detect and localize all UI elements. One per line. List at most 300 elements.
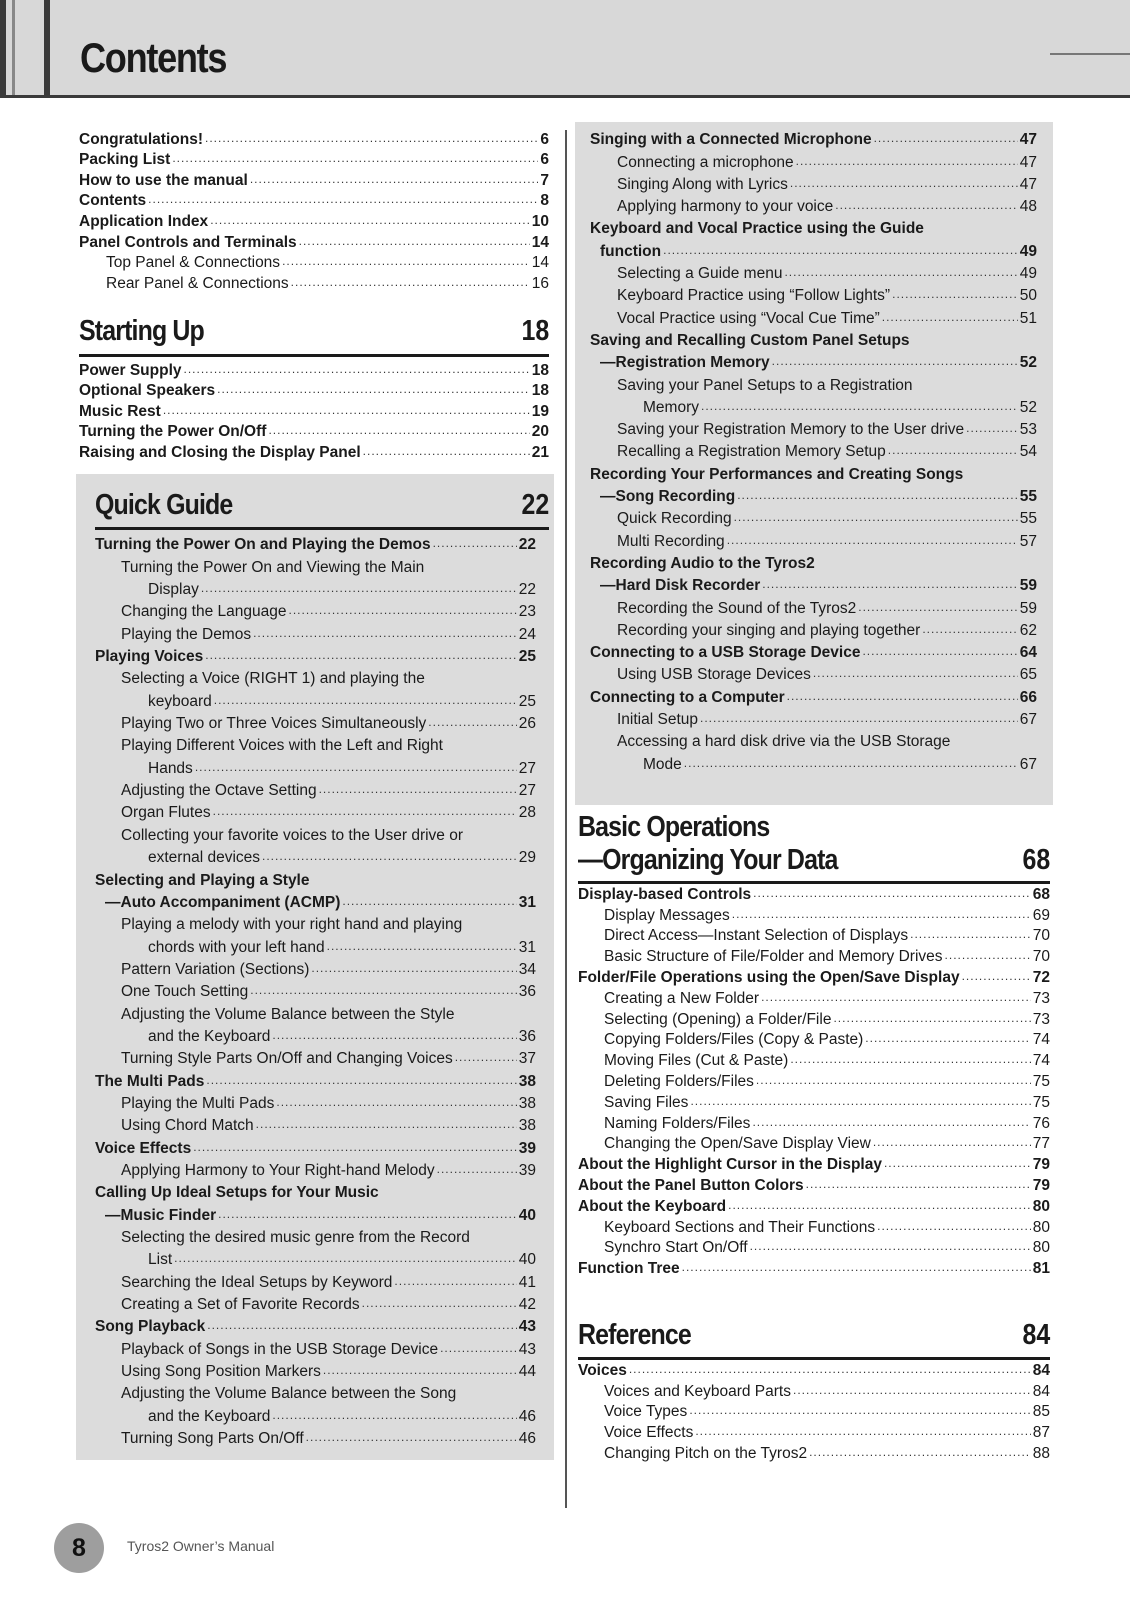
section-page: 22 xyxy=(521,489,549,521)
toc-entry-title: About the Panel Button Colors xyxy=(578,1176,804,1194)
dot-leader xyxy=(213,804,517,818)
toc-entry-title: Adjusting the Volume Balance between the Style xyxy=(121,1005,455,1023)
dot-leader xyxy=(218,1207,517,1221)
toc-entry xyxy=(578,1029,1050,1050)
toc-entry-title: —Registration Memory xyxy=(600,354,770,372)
toc-entry-title: Raising and Closing the Display Panel xyxy=(79,443,361,461)
toc-entry-page: 16 xyxy=(531,274,549,292)
toc-entry-title: Copying Folders/Files (Copy & Paste) xyxy=(604,1031,864,1049)
toc-entry-title: Pattern Variation (Sections) xyxy=(121,960,310,978)
column-divider xyxy=(565,130,567,1508)
dot-leader xyxy=(873,1135,1031,1149)
toc-entry-title: Creating a New Folder xyxy=(604,989,760,1007)
dot-leader xyxy=(761,990,1031,1004)
dot-leader xyxy=(327,939,517,953)
dot-leader xyxy=(734,510,1018,524)
toc-entry-title: —Auto Accompaniment (ACMP) xyxy=(105,893,341,911)
toc-entry xyxy=(95,1403,536,1425)
toc-entry-title: Applying Harmony to Your Right-hand Melody xyxy=(121,1161,435,1179)
dot-leader xyxy=(440,1341,517,1355)
toc-entry xyxy=(79,210,549,231)
toc-entry-title: Selecting (Opening) a Folder/File xyxy=(604,1010,832,1028)
toc-entry-title: How to use the manual xyxy=(79,171,248,189)
toc-entry-page: 38 xyxy=(518,1072,536,1090)
toc-entry-page: 64 xyxy=(1019,644,1037,662)
dot-leader xyxy=(148,192,538,206)
toc-entry-title: Accessing a hard disk drive via the USB Storage xyxy=(617,733,951,751)
toc-entry xyxy=(578,925,1050,946)
basic-operations-toc xyxy=(578,883,1050,1278)
dot-leader xyxy=(250,172,539,186)
toc-entry-title: Creating a Set of Favorite Records xyxy=(121,1296,360,1314)
toc-entry xyxy=(590,573,1037,595)
toc-entry-page: 37 xyxy=(518,1050,536,1068)
footer-text: Tyros2 Owner’s Manual xyxy=(127,1538,275,1554)
toc-entry-page: 74 xyxy=(1032,1031,1050,1049)
dot-leader xyxy=(682,1260,1031,1274)
toc-entry xyxy=(95,532,536,554)
dot-leader xyxy=(728,1198,1031,1212)
toc-entry-page: 44 xyxy=(518,1363,536,1381)
toc-entry xyxy=(578,966,1050,987)
toc-entry xyxy=(590,283,1037,305)
dot-leader xyxy=(455,1050,517,1064)
dot-leader xyxy=(962,969,1031,983)
toc-entry xyxy=(590,305,1037,327)
dot-leader xyxy=(809,1445,1031,1459)
toc-entry-page: 47 xyxy=(1019,131,1037,149)
toc-entry xyxy=(95,957,536,979)
toc-entry-title: Singing with a Connected Microphone xyxy=(590,131,872,149)
toc-entry-page: 28 xyxy=(518,804,536,822)
toc-entry xyxy=(79,441,549,462)
toc-entry-title: Initial Setup xyxy=(617,711,698,729)
dot-leader xyxy=(437,1162,517,1176)
dot-leader xyxy=(787,689,1018,703)
toc-entry xyxy=(95,1158,536,1180)
toc-entry-title: Memory xyxy=(643,398,699,416)
toc-entry xyxy=(79,169,549,190)
toc-entry xyxy=(578,1091,1050,1112)
toc-entry-title: Selecting a Guide menu xyxy=(617,265,783,283)
section-title: —Organizing Your Data xyxy=(578,844,838,876)
toc-entry-title: The Multi Pads xyxy=(95,1072,205,1090)
toc-entry-page: 79 xyxy=(1032,1176,1050,1194)
toc-entry xyxy=(578,1174,1050,1195)
toc-entry-page: 27 xyxy=(518,759,536,777)
toc-entry-title: Moving Files (Cut & Paste) xyxy=(604,1052,789,1070)
toc-entry-title: Organ Flutes xyxy=(121,804,211,822)
toc-entry xyxy=(95,1202,536,1224)
toc-entry xyxy=(590,662,1037,684)
toc-entry-page: 36 xyxy=(518,1027,536,1045)
toc-entry-title: Turning the Power On/Off xyxy=(79,423,267,441)
toc-entry-page: 24 xyxy=(518,625,536,643)
toc-entry xyxy=(95,1426,536,1448)
toc-entry-title: Multi Recording xyxy=(617,532,725,550)
toc-entry-page: 55 xyxy=(1019,488,1037,506)
toc-entry-title: Playing Two or Three Voices Simultaneously xyxy=(121,715,427,733)
toc-entry-page: 38 xyxy=(518,1094,536,1112)
toc-entry xyxy=(578,1133,1050,1154)
toc-entry-page: 65 xyxy=(1019,666,1037,684)
dot-leader xyxy=(732,907,1031,921)
toc-entry xyxy=(95,822,536,844)
toc-entry xyxy=(79,190,549,211)
toc-entry-title: Voices xyxy=(578,1361,627,1379)
dot-leader xyxy=(737,488,1018,502)
toc-entry-page: 75 xyxy=(1032,1072,1050,1090)
toc-entry-title: Changing the Open/Save Display View xyxy=(604,1135,871,1153)
toc-entry-page: 47 xyxy=(1019,153,1037,171)
toc-entry-title: About the Highlight Cursor in the Display xyxy=(578,1156,882,1174)
toc-entry-title: About the Keyboard xyxy=(578,1197,727,1215)
toc-entry-page: 59 xyxy=(1019,577,1037,595)
dot-leader xyxy=(272,1028,516,1042)
dot-leader xyxy=(910,927,1031,941)
toc-entry-page: 22 xyxy=(518,581,536,599)
dot-leader xyxy=(756,1073,1031,1087)
toc-entry xyxy=(95,621,536,643)
toc-entry-title: Keyboard Practice using “Follow Lights” xyxy=(617,287,891,305)
toc-entry xyxy=(95,554,536,576)
toc-entry-title: Saving Files xyxy=(604,1093,689,1111)
toc-entry-page: 81 xyxy=(1032,1260,1050,1278)
toc-entry xyxy=(79,252,549,273)
toc-entry-page: 31 xyxy=(518,938,536,956)
toc-entry xyxy=(95,688,536,710)
toc-entry xyxy=(95,599,536,621)
dot-leader xyxy=(195,760,517,774)
toc-entry-title: Playing Voices xyxy=(95,648,204,666)
toc-entry xyxy=(590,461,1037,483)
dot-leader xyxy=(319,782,517,796)
dot-leader xyxy=(790,176,1018,190)
toc-entry-title: Connecting a microphone xyxy=(617,153,794,171)
toc-entry-page: 77 xyxy=(1032,1135,1050,1153)
section-title: Reference xyxy=(578,1319,691,1351)
toc-entry xyxy=(590,149,1037,171)
dot-leader xyxy=(428,715,516,729)
toc-entry-page: 79 xyxy=(1032,1156,1050,1174)
toc-entry-page: 75 xyxy=(1032,1093,1050,1111)
section-page: 68 xyxy=(1022,844,1050,876)
toc-entry xyxy=(590,640,1037,662)
toc-entry xyxy=(79,359,549,380)
dot-leader xyxy=(922,622,1017,636)
dot-leader xyxy=(276,1095,516,1109)
toc-entry xyxy=(79,400,549,421)
toc-entry-page: 72 xyxy=(1032,968,1050,986)
dot-leader xyxy=(752,1115,1030,1129)
dot-leader xyxy=(210,213,530,227)
dot-leader xyxy=(205,131,538,145)
dot-leader xyxy=(253,626,517,640)
toc-entry-title: Using Song Position Markers xyxy=(121,1363,321,1381)
toc-entry xyxy=(95,1314,536,1336)
toc-entry-page: 27 xyxy=(518,782,536,800)
toc-entry-title: Hands xyxy=(148,759,193,777)
toc-entry-page: 25 xyxy=(518,692,536,710)
section-page: 18 xyxy=(521,315,549,347)
dot-leader xyxy=(291,275,530,289)
toc-entry-page: 43 xyxy=(518,1340,536,1358)
toc-entry-title: Voice Types xyxy=(604,1403,688,1421)
dot-leader xyxy=(206,1073,516,1087)
toc-entry-title: Top Panel & Connections xyxy=(106,254,281,272)
toc-entry-title: Playing the Multi Pads xyxy=(121,1094,275,1112)
dot-leader xyxy=(690,1094,1030,1108)
toc-entry xyxy=(590,417,1037,439)
toc-entry-title: Basic Structure of File/Folder and Memory Drives xyxy=(604,948,943,966)
dot-leader xyxy=(184,362,530,376)
header-bar xyxy=(44,0,50,97)
dot-leader xyxy=(695,1424,1030,1438)
toc-entry-page: 88 xyxy=(1032,1444,1050,1462)
toc-entry-page: 70 xyxy=(1032,927,1050,945)
toc-entry xyxy=(95,934,536,956)
toc-entry-title: Vocal Practice using “Vocal Cue Time” xyxy=(617,309,880,327)
toc-entry-title: Recording the Sound of the Tyros2 xyxy=(617,599,857,617)
section-heading-starting-up xyxy=(79,314,549,348)
dot-leader xyxy=(256,1117,517,1131)
dot-leader xyxy=(433,536,517,550)
dot-leader xyxy=(311,961,516,975)
toc-entry-title: Selecting the desired music genre from the Record xyxy=(121,1229,470,1246)
toc-entry-page: 46 xyxy=(518,1407,536,1425)
toc-entry-title: Quick Recording xyxy=(617,510,732,528)
toc-entry xyxy=(590,707,1037,729)
toc-entry xyxy=(590,506,1037,528)
dot-leader xyxy=(663,243,1018,257)
toc-entry-page: 55 xyxy=(1019,510,1037,528)
dot-leader xyxy=(217,382,530,396)
dot-leader xyxy=(629,1362,1031,1376)
toc-entry-title: Display Messages xyxy=(604,906,730,924)
toc-entry-page: 54 xyxy=(1019,443,1037,461)
dot-leader xyxy=(214,693,517,707)
toc-entry-title: and the Keyboard xyxy=(148,1027,271,1045)
toc-entry-page: 67 xyxy=(1019,711,1037,729)
toc-entry-title: Packing List xyxy=(79,151,171,169)
toc-entry-title: Music Rest xyxy=(79,402,161,420)
header-baseline xyxy=(0,95,1130,98)
toc-entry-page: 87 xyxy=(1032,1424,1050,1442)
toc-entry-page: 66 xyxy=(1019,688,1037,706)
reference-toc xyxy=(578,1359,1050,1463)
toc-entry xyxy=(590,551,1037,573)
toc-entry-title: Singing Along with Lyrics xyxy=(617,175,788,193)
toc-entry xyxy=(95,1381,536,1403)
toc-entry-title: Playing a melody with your right hand and playing xyxy=(121,916,463,934)
toc-entry xyxy=(95,1135,536,1157)
dot-leader xyxy=(174,1251,517,1265)
toc-entry-title: Keyboard and Vocal Practice using the Guide xyxy=(590,220,924,238)
dot-leader xyxy=(862,644,1017,658)
toc-entry-page: 52 xyxy=(1019,398,1037,416)
toc-entry-title: Selecting a Voice (RIGHT 1) and playing the xyxy=(121,670,425,688)
toc-entry xyxy=(578,1049,1050,1070)
dot-leader xyxy=(272,1408,516,1422)
dot-leader xyxy=(874,131,1018,145)
toc-entry-title: Turning Song Parts On/Off xyxy=(121,1430,304,1448)
dot-leader xyxy=(750,1239,1031,1253)
toc-entry-page: 76 xyxy=(1032,1114,1050,1132)
toc-entry-title: Display xyxy=(148,581,199,599)
toc-entry-title: Turning the Power On and Playing the Demos xyxy=(95,536,431,554)
toc-entry xyxy=(590,729,1037,751)
toc-entry xyxy=(95,577,536,599)
toc-entry xyxy=(590,595,1037,617)
dot-leader xyxy=(250,983,517,997)
toc-entry xyxy=(95,1225,536,1247)
dot-leader xyxy=(394,1274,516,1288)
toc-entry-page: 53 xyxy=(1019,421,1037,439)
toc-entry xyxy=(79,421,549,442)
section-heading-basic-operations xyxy=(578,843,1050,877)
toc-entry xyxy=(95,733,536,755)
toc-entry-title: One Touch Setting xyxy=(121,983,249,1001)
toc-entry-page: 49 xyxy=(1019,242,1037,260)
toc-entry-page: 52 xyxy=(1019,354,1037,372)
toc-entry xyxy=(95,755,536,777)
section-title: Quick Guide xyxy=(95,489,233,521)
toc-entry-page: 47 xyxy=(1019,175,1037,193)
toc-entry-title: Synchro Start On/Off xyxy=(604,1239,748,1257)
toc-entry-page: 39 xyxy=(518,1161,536,1179)
section-rule xyxy=(95,527,549,530)
dot-leader xyxy=(772,354,1018,368)
dot-leader xyxy=(858,600,1017,614)
toc-entry-title: Folder/File Operations using the Open/Save Display xyxy=(578,968,960,986)
toc-entry xyxy=(590,216,1037,238)
toc-entry xyxy=(95,1068,536,1090)
toc-entry-title: chords with your left hand xyxy=(148,938,325,956)
toc-entry xyxy=(578,1216,1050,1237)
toc-entry-title: Recalling a Registration Memory Setup xyxy=(617,443,886,461)
toc-entry xyxy=(578,987,1050,1008)
toc-entry-page: 70 xyxy=(1032,948,1050,966)
dot-leader xyxy=(884,1156,1031,1170)
toc-entry-title: Direct Access—Instant Selection of Displays xyxy=(604,927,909,945)
toc-entry-title: Application Index xyxy=(79,212,209,230)
toc-entry-page: 38 xyxy=(518,1117,536,1135)
toc-entry xyxy=(95,666,536,688)
toc-entry xyxy=(95,1001,536,1023)
toc-entry-title: Changing the Language xyxy=(121,603,287,621)
toc-entry-page: 34 xyxy=(518,960,536,978)
section-page: 84 xyxy=(1022,1319,1050,1351)
toc-entry-title: —Hard Disk Recorder xyxy=(600,577,761,595)
toc-entry-page: 57 xyxy=(1019,532,1037,550)
page-number: 8 xyxy=(72,1533,86,1562)
quick-guide-continued-toc xyxy=(590,127,1037,774)
toc-entry xyxy=(590,528,1037,550)
toc-entry-title: Recording Your Performances and Creating Songs xyxy=(590,465,964,483)
toc-entry xyxy=(95,845,536,867)
toc-entry-title: Mode xyxy=(643,755,682,773)
toc-entry-title: Selecting and Playing a Style xyxy=(95,871,310,889)
toc-entry xyxy=(95,800,536,822)
toc-entry xyxy=(590,618,1037,640)
toc-entry-title: Calling Up Ideal Setups for Your Music xyxy=(95,1184,379,1202)
toc-entry-title: Turning Style Parts On/Off and Changing Voices xyxy=(121,1050,453,1068)
toc-entry-title: Voice Effects xyxy=(95,1139,192,1157)
header-bar xyxy=(12,0,15,97)
toc-entry-title: Contents xyxy=(79,192,147,210)
toc-entry xyxy=(95,1024,536,1046)
toc-entry-title: Playing the Demos xyxy=(121,625,252,643)
dot-leader xyxy=(833,1011,1030,1025)
dot-leader xyxy=(342,894,516,908)
toc-entry xyxy=(95,867,536,889)
toc-entry xyxy=(578,904,1050,925)
dot-leader xyxy=(689,1403,1030,1417)
toc-entry xyxy=(578,1237,1050,1258)
toc-entry-page: 8 xyxy=(540,192,549,210)
toc-entry-title: List xyxy=(148,1251,173,1269)
toc-entry-title: Searching the Ideal Setups by Keyword xyxy=(121,1273,393,1291)
toc-entry-title: Voices and Keyboard Parts xyxy=(604,1382,791,1400)
dot-leader xyxy=(684,756,1018,770)
toc-entry xyxy=(590,328,1037,350)
toc-entry-page: 51 xyxy=(1019,309,1037,327)
dot-leader xyxy=(205,648,516,662)
toc-entry xyxy=(95,1359,536,1381)
toc-entry-page: 42 xyxy=(518,1296,536,1314)
dot-leader xyxy=(172,151,538,165)
toc-entry xyxy=(590,238,1037,260)
toc-entry xyxy=(590,484,1037,506)
section-title: Basic Operations xyxy=(578,811,770,843)
toc-entry-title: Recording Audio to the Tyros2 xyxy=(590,554,815,572)
toc-entry-page: 80 xyxy=(1032,1218,1050,1236)
toc-entry-page: 18 xyxy=(531,382,549,400)
toc-entry xyxy=(578,945,1050,966)
toc-entry xyxy=(590,350,1037,372)
toc-entry xyxy=(578,1257,1050,1278)
toc-entry xyxy=(79,128,549,149)
dot-leader xyxy=(796,154,1018,168)
dot-leader xyxy=(323,1363,517,1377)
toc-entry-title: Display-based Controls xyxy=(578,885,752,903)
dot-leader xyxy=(727,533,1018,547)
dot-leader xyxy=(945,948,1031,962)
toc-entry-title: —Music Finder xyxy=(105,1206,217,1224)
toc-entry xyxy=(590,751,1037,773)
dot-leader xyxy=(813,666,1018,680)
toc-entry xyxy=(578,1359,1050,1380)
toc-entry-title: and the Keyboard xyxy=(148,1407,271,1425)
toc-entry xyxy=(95,1269,536,1291)
toc-entry-page: 50 xyxy=(1019,287,1037,305)
dot-leader xyxy=(306,1430,517,1444)
toc-entry xyxy=(578,1380,1050,1401)
toc-entry xyxy=(590,395,1037,417)
toc-entry-title: Using USB Storage Devices xyxy=(617,666,811,684)
toc-entry-page: 84 xyxy=(1032,1382,1050,1400)
toc-entry-page: 20 xyxy=(531,423,549,441)
toc-entry xyxy=(578,1112,1050,1133)
starting-up-toc xyxy=(79,359,549,462)
toc-entry-page: 74 xyxy=(1032,1052,1050,1070)
dot-leader xyxy=(882,310,1018,324)
toc-entry-title: Connecting to a USB Storage Device xyxy=(590,644,861,662)
toc-entry-page: 59 xyxy=(1019,599,1037,617)
toc-entry-page: 14 xyxy=(531,254,549,272)
toc-entry-title: Recording your singing and playing together xyxy=(617,621,921,639)
toc-entry xyxy=(95,1091,536,1113)
